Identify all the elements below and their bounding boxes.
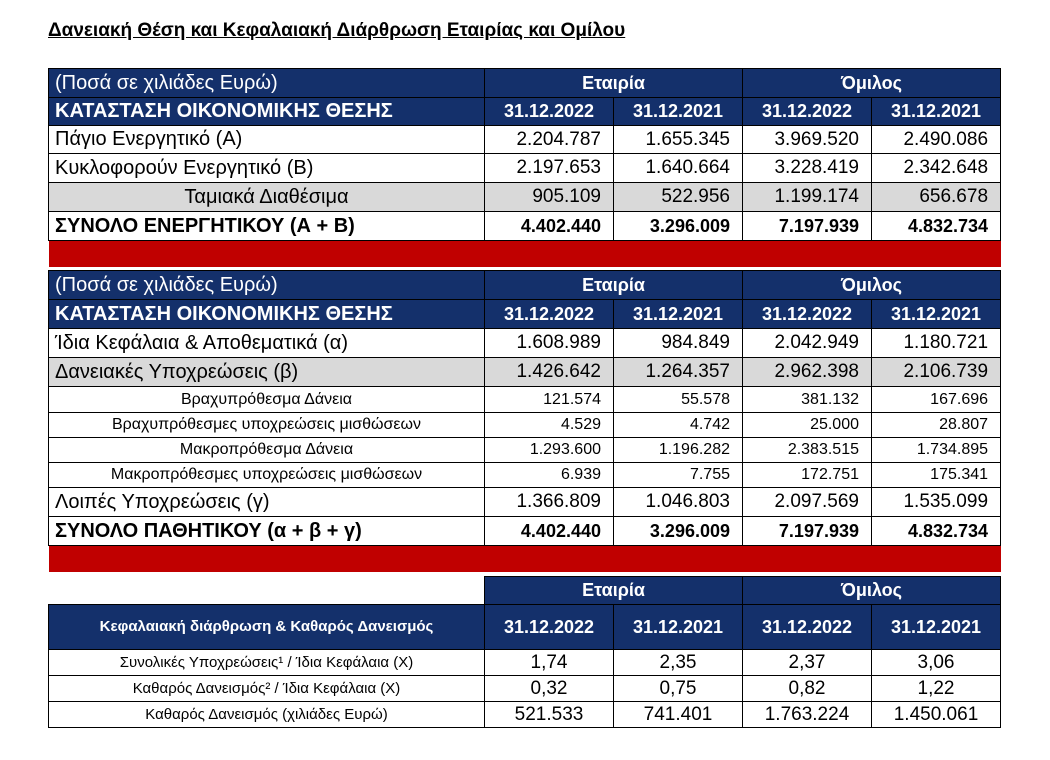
row-label: Καθαρός Δανεισμός² / Ίδια Κεφάλαια (X) <box>49 676 485 702</box>
cell-value: 4.832.734 <box>872 517 1001 546</box>
table-dates-row <box>49 300 1001 329</box>
cell-value: 55.578 <box>614 387 743 413</box>
cell-value: 741.401 <box>614 702 743 728</box>
cell-value: 522.956 <box>614 183 743 212</box>
cell-value: 28.807 <box>872 413 1001 438</box>
total-row <box>49 517 1001 546</box>
date-header: 31.12.2021 <box>614 605 743 650</box>
section-title: ΚΑΤΑΣΤΑΣΗ ΟΙΚΟΝΟΜΙΚΗΣ ΘΕΣΗΣ <box>49 300 485 329</box>
date-header: 31.12.2021 <box>872 605 1001 650</box>
date-header: 31.12.2021 <box>614 98 743 126</box>
date-header: 31.12.2022 <box>485 98 614 126</box>
cell-value: 1.180.721 <box>872 329 1001 358</box>
cell-value: 1.264.357 <box>614 358 743 387</box>
cell-value: 1.450.061 <box>872 702 1001 728</box>
cell-value: 3.296.009 <box>614 517 743 546</box>
cell-value: 1,22 <box>872 676 1001 702</box>
table-header-row <box>49 69 1001 98</box>
table-row <box>49 413 1001 438</box>
cell-value: 6.939 <box>485 463 614 488</box>
table-row <box>49 126 1001 154</box>
group-group-header: Όμιλος <box>743 271 1001 300</box>
row-label: Συνολικές Υποχρεώσεις¹ / Ίδια Κεφάλαια (X) <box>49 650 485 676</box>
cell-value: 1.366.809 <box>485 488 614 517</box>
cell-value: 4.832.734 <box>872 212 1001 241</box>
cell-value: 175.341 <box>872 463 1001 488</box>
row-label: ΣΥΝΟΛΟ ΠΑΘΗΤΙΚΟΥ (α + β + γ) <box>49 517 485 546</box>
cell-value: 381.132 <box>743 387 872 413</box>
row-label: Λοιπές Υποχρεώσεις (γ) <box>49 488 485 517</box>
group-company-header: Εταιρία <box>485 577 743 605</box>
cell-value: 1.196.282 <box>614 438 743 463</box>
group-company-header: Εταιρία <box>485 69 743 98</box>
cell-value: 656.678 <box>872 183 1001 212</box>
row-label: Καθαρός Δανεισμός (χιλιάδες Ευρώ) <box>49 702 485 728</box>
table-row <box>49 387 1001 413</box>
table-dates-row <box>49 605 1001 650</box>
cell-value: 2.106.739 <box>872 358 1001 387</box>
cell-value: 1.293.600 <box>485 438 614 463</box>
date-header: 31.12.2022 <box>485 605 614 650</box>
cell-value: 1.655.345 <box>614 126 743 154</box>
cell-value: 25.000 <box>743 413 872 438</box>
page-title: Δανειακή Θέση και Κεφαλαιακή Διάρθρωση Εταιρίας και Ομίλου <box>48 20 626 41</box>
cell-value: 905.109 <box>485 183 614 212</box>
cell-value: 4.402.440 <box>485 212 614 241</box>
row-label: Μακροπρόθεσμα Δάνεια <box>49 438 485 463</box>
cell-value: 0,82 <box>743 676 872 702</box>
cell-value: 7.197.939 <box>743 517 872 546</box>
row-label: Ίδια Κεφάλαια & Αποθεματικά (α) <box>49 329 485 358</box>
capital-structure-table <box>48 576 1001 728</box>
red-divider <box>49 546 1001 572</box>
cell-value: 1.640.664 <box>614 154 743 183</box>
group-group-header: Όμιλος <box>743 69 1001 98</box>
cell-value: 1.608.989 <box>485 329 614 358</box>
row-label: Δανειακές Υποχρεώσεις (β) <box>49 358 485 387</box>
table-row <box>49 438 1001 463</box>
cell-value: 1.046.803 <box>614 488 743 517</box>
cell-value: 2.042.949 <box>743 329 872 358</box>
row-label: ΣΥΝΟΛΟ ΕΝΕΡΓΗΤΙΚΟΥ (Α + Β) <box>49 212 485 241</box>
table-dates-row <box>49 98 1001 126</box>
cell-value: 2.962.398 <box>743 358 872 387</box>
cell-value: 3.969.520 <box>743 126 872 154</box>
date-header: 31.12.2022 <box>485 300 614 329</box>
row-label: Κυκλοφορούν Ενεργητικό (Β) <box>49 154 485 183</box>
cell-value: 1,74 <box>485 650 614 676</box>
cell-value: 2.383.515 <box>743 438 872 463</box>
table-row <box>49 463 1001 488</box>
row-label: Βραχυπρόθεσμες υποχρεώσεις μισθώσεων <box>49 413 485 438</box>
total-row <box>49 212 1001 241</box>
date-header: 31.12.2021 <box>872 98 1001 126</box>
cell-value: 3.296.009 <box>614 212 743 241</box>
table-row <box>49 676 1001 702</box>
cell-value: 1.426.642 <box>485 358 614 387</box>
cell-value: 4.529 <box>485 413 614 438</box>
group-group-header: Όμιλος <box>743 577 1001 605</box>
cell-value: 0,32 <box>485 676 614 702</box>
table-row <box>49 650 1001 676</box>
date-header: 31.12.2022 <box>743 300 872 329</box>
cell-value: 3.228.419 <box>743 154 872 183</box>
cell-value: 2.490.086 <box>872 126 1001 154</box>
date-header: 31.12.2021 <box>872 300 1001 329</box>
cell-value: 121.574 <box>485 387 614 413</box>
red-divider <box>49 241 1001 267</box>
cell-value: 984.849 <box>614 329 743 358</box>
cell-value: 2.204.787 <box>485 126 614 154</box>
date-header: 31.12.2022 <box>743 605 872 650</box>
cell-value: 3,06 <box>872 650 1001 676</box>
row-label: Ταμιακά Διαθέσιμα <box>49 183 485 212</box>
cell-value: 521.533 <box>485 702 614 728</box>
cell-value: 2.342.648 <box>872 154 1001 183</box>
cell-value: 167.696 <box>872 387 1001 413</box>
cell-value: 2,37 <box>743 650 872 676</box>
row-label: Πάγιο Ενεργητικό (Α) <box>49 126 485 154</box>
cell-value: 1.734.895 <box>872 438 1001 463</box>
table-row <box>49 329 1001 358</box>
assets-table <box>48 68 1001 267</box>
cell-value: 0,75 <box>614 676 743 702</box>
section-title: Κεφαλαιακή διάρθρωση & Καθαρός Δανεισμός <box>49 605 485 650</box>
liabilities-table <box>48 270 1001 572</box>
row-label: Μακροπρόθεσμες υποχρεώσεις μισθώσεων <box>49 463 485 488</box>
cell-value: 2.097.569 <box>743 488 872 517</box>
cell-value: 4.742 <box>614 413 743 438</box>
cell-value: 1.535.099 <box>872 488 1001 517</box>
cell-value: 4.402.440 <box>485 517 614 546</box>
cell-value: 1.199.174 <box>743 183 872 212</box>
unit-label: (Ποσά σε χιλιάδες Ευρώ) <box>49 271 485 300</box>
table-row <box>49 183 1001 212</box>
cell-value: 2,35 <box>614 650 743 676</box>
cell-value: 7.197.939 <box>743 212 872 241</box>
cell-value: 1.763.224 <box>743 702 872 728</box>
table-header-row <box>49 271 1001 300</box>
group-company-header: Εταιρία <box>485 271 743 300</box>
table-header-row <box>49 577 1001 605</box>
table-row <box>49 702 1001 728</box>
date-header: 31.12.2022 <box>743 98 872 126</box>
table-row <box>49 488 1001 517</box>
cell-value: 7.755 <box>614 463 743 488</box>
table-row <box>49 154 1001 183</box>
cell-value: 2.197.653 <box>485 154 614 183</box>
unit-label: (Ποσά σε χιλιάδες Ευρώ) <box>49 69 485 98</box>
cell-value: 172.751 <box>743 463 872 488</box>
section-title: ΚΑΤΑΣΤΑΣΗ ΟΙΚΟΝΟΜΙΚΗΣ ΘΕΣΗΣ <box>49 98 485 126</box>
table-row <box>49 358 1001 387</box>
date-header: 31.12.2021 <box>614 300 743 329</box>
row-label: Βραχυπρόθεσμα Δάνεια <box>49 387 485 413</box>
